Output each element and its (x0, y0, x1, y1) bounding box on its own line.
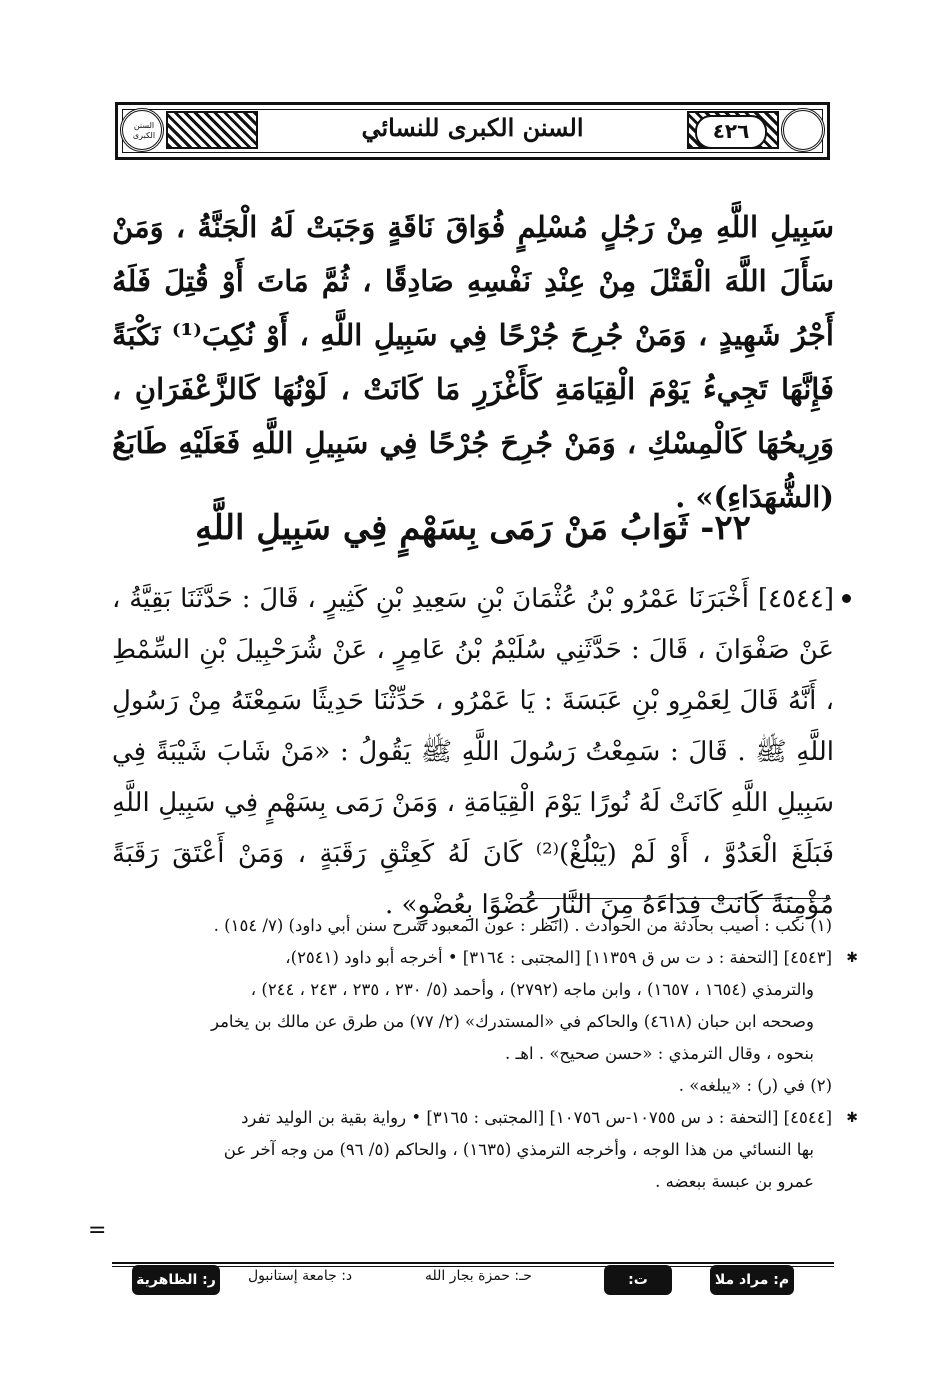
chapter-heading: ٢٢- ثَوَابُ مَنْ رَمَى بِسَهْمٍ فِي سَبِيلِ اللَّهِ (195, 508, 751, 548)
hadith-bullet-icon (842, 594, 851, 603)
header-ornament-left (166, 111, 258, 149)
takhrij-4543-line-4: بنحوه ، وقال الترمذي : «حسن صحيح» . اهـ . (504, 1044, 814, 1063)
page-header (115, 102, 830, 160)
manuscript-badge-t: ت: تطوان (604, 1265, 672, 1295)
footnote-separator (520, 898, 830, 899)
footnote-1: (١) نكب : أصيب بحادثة من الحوادث . (انظر : عون المعبود شرح سنن أبي داود) (٧/ ١٥٤) . (213, 916, 832, 935)
manuscript-label-d: د: جامعة إستانبول (248, 1268, 353, 1284)
takhrij-4543-line-2: والترمذي (١٦٥٤ ، ١٦٥٧) ، وابن ماجه (٢٧٩٢) ، وأحمد (٥/ ٢٣٠ ، ٢٣٥ ، ٢٤٣ ، ٢٤٤) ، (250, 980, 814, 999)
takhrij-4544-line-3: عمرو بن عبسة ببعضه . (655, 1172, 814, 1191)
manuscript-label-h: حـ: حمزة بجار الله (425, 1268, 532, 1284)
header-medallion-right (781, 108, 825, 152)
footnote-2: (٢) في (ر) : «يبلغه» . (678, 1076, 832, 1095)
page-number: ٤٢٦ (695, 115, 767, 149)
book-title: السنن الكبرى للنسائي (361, 113, 584, 142)
takhrij-4543-line-3: وصححه ابن حبان (٤٦١٨) والحاكم في «المستدرك» (٢/ ٧٧) من طرق عن مالك بن يخامر (210, 1012, 814, 1031)
manuscript-badge-m: م: مراد ملا (710, 1265, 794, 1295)
hadith-continuation: سَبِيلِ اللَّهِ مِنْ رَجُلٍ مُسْلِمٍ فُوَاقَ نَاقَةٍ وَجَبَتْ لَهُ الْجَنَّةُ ، وَمَنْ سَأَلَ اللَّهَ الْقَتْلَ مِنْ عِنْدِ نَفْسِهِ صَادِقًا ، ثُمَّ مَاتَ أَوْ قُتِلَ فَلَهُ أَجْرُ شَهِيدٍ ، وَمَنْ جُرِحَ جُرْحًا فِي سَبِيلِ اللَّهِ ، أَوْ نُكِبَ⁽¹⁾ نَكْبَةً فَإِنَّهَا تَجِيءُ يَوْمَ الْقِيَامَةِ كَأَغْزَرِ مَا كَانَتْ ، لَوْنُهَا كَالزَّعْفَرَانِ ، وَرِيحُهَا كَالْمِسْكِ ، وَمَنْ جُرِحَ جُرْحًا فِي سَبِيلِ اللَّهِ فَعَلَيْهِ طَابَعُ (الشُّهَدَاءِ)» . (112, 210, 834, 514)
hadith-4544: [٤٥٤٤] أَخْبَرَنَا عَمْرُو بْنُ عُثْمَانَ بْنِ سَعِيدِ بْنِ كَثِيرٍ ، قَالَ : حَدَّثَنَا بَقِيَّةُ ، عَنْ صَفْوَانَ ، قَالَ : حَدَّثَنِي سُلَيْمُ بْنُ عَامِرٍ ، عَنْ شُرَحْبِيلَ بْنِ السِّمْطِ ، أَنَّهُ قَالَ لِعَمْرِو بْنِ عَبَسَةَ : يَا عَمْرُو ، حَدِّثْنَا حَدِيثًا سَمِعْتَهُ مِنْ رَسُولِ اللَّهِ ﷺ . قَالَ : سَمِعْتُ رَسُولَ اللَّهِ ﷺ يَقُولُ : «مَنْ شَابَ شَيْبَةً فِي سَبِيلِ اللَّهِ كَانَتْ لَهُ نُورًا يَوْمَ الْقِيَامَةِ ، وَمَنْ رَمَى بِسَهْمٍ فِي سَبِيلِ اللَّهِ فَبَلَغَ الْعَدُوَّ ، أَوْ لَمْ (يَبْلُغْ)⁽²⁾ كَانَ لَهُ كَعِتْقِ رَقَبَةٍ ، وَمَنْ أَعْتَقَ رَقَبَةً مُؤْمِنَةً كَانَتْ فِدَاءَهُ مِنَ النَّارِ عُضْوًا بِعُضْوٍ» . (112, 584, 834, 920)
book-logo-text: السنن الكبرى (132, 121, 156, 140)
takhrij-4543-line-1: [٤٥٤٣] [التحفة : د ت س ق ١١٣٥٩] [المجتبى : ٣١٦٤] • أخرجه أبو داود (٢٥٤١)، ✱ (110, 942, 832, 974)
takhrij-4544-line-1: [٤٥٤٤] [التحفة : د س ١٠٧٥٥-س ١٠٧٥٦] [المجتبى : ٣١٦٥] • رواية بقية بن الوليد تفرد ✱ (110, 1102, 832, 1134)
manuscript-badge-r: ر: الظاهرية (132, 1265, 220, 1295)
footer-rule-top (112, 1262, 834, 1264)
footnotes (110, 910, 832, 1198)
takhrij-4544-line-2: بها النسائي من هذا الوجه ، وأخرجه الترمذي (١٦٣٥) ، والحاكم (٥/ ٩٦) من وجه آخر عن (223, 1140, 814, 1159)
continuation-mark: = (88, 1218, 107, 1243)
